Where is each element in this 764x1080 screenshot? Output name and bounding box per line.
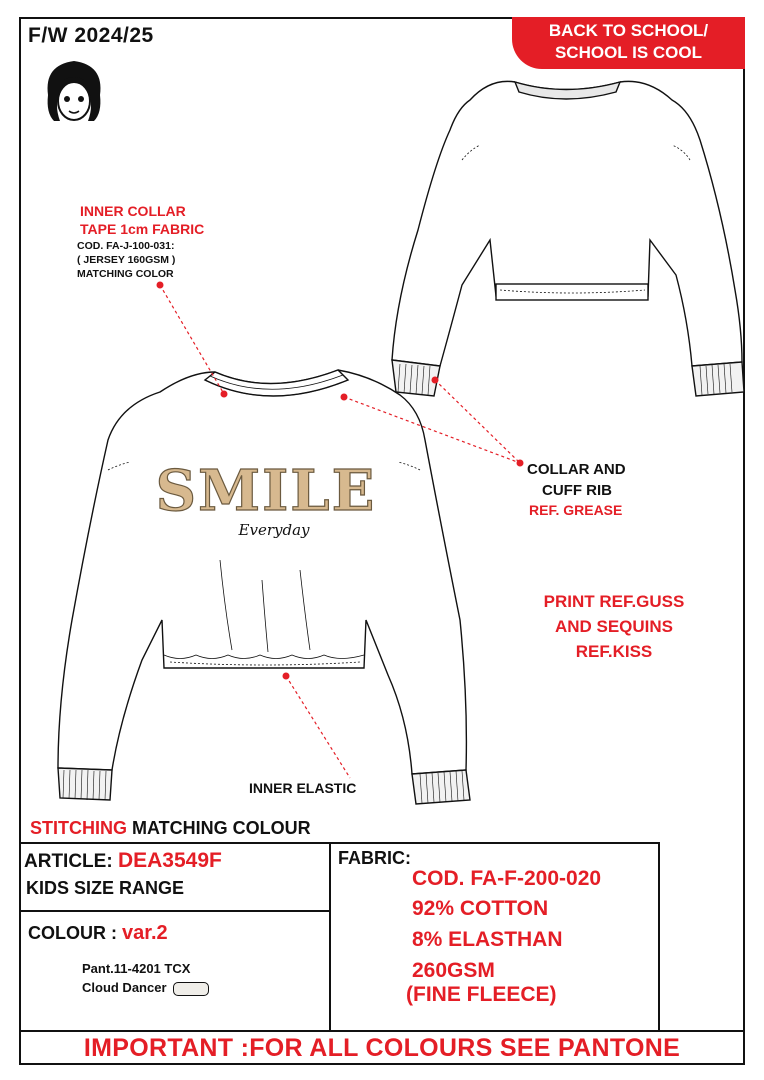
banner-line-2: SCHOOL IS COOL: [554, 43, 703, 62]
stitching-value: MATCHING COLOUR: [132, 818, 311, 838]
fabric-elasthan: 8% ELASTHAN: [412, 928, 563, 951]
table-article-divider: [19, 910, 330, 912]
size-range: KIDS SIZE RANGE: [26, 878, 185, 898]
stitching-note: [30, 818, 311, 839]
fabric-cotton: 92% COTTON: [412, 897, 549, 920]
inner-collar-title-1: INNER COLLAR: [80, 203, 186, 219]
article-code: DEA3549F: [117, 849, 222, 872]
everyday-script: Everyday: [238, 521, 310, 539]
season-label: F/W 2024/25: [28, 24, 154, 47]
inner-collar-code: COD. FA-J-100-031:: [77, 240, 175, 252]
colour-name-row: [82, 980, 209, 996]
back-view-sketch: [392, 81, 744, 396]
colour-row: [28, 922, 168, 945]
inner-collar-match: MATCHING COLOR: [77, 268, 174, 280]
table-top-border: [19, 842, 659, 844]
stitching-label: STITCHING: [30, 818, 127, 838]
print-ref-line-1: PRINT REF.GUSS: [543, 592, 685, 611]
inner-collar-jersey: ( JERSEY 160GSM ): [77, 254, 176, 266]
inner-collar-title-2: TAPE 1cm FABRIC: [80, 221, 205, 237]
fabric-weight: 260GSM: [412, 959, 495, 982]
banner-line-1: BACK TO SCHOOL/: [548, 21, 709, 40]
print-ref-line-2: AND SEQUINS: [554, 617, 674, 636]
smile-print: SMILE: [155, 458, 377, 524]
table-mid-divider: [329, 842, 331, 1032]
important-note: IMPORTANT :FOR ALL COLOURS SEE PANTONE: [83, 1034, 681, 1062]
fabric-type: (FINE FLEECE): [406, 983, 557, 1006]
colour-label: COLOUR :: [28, 923, 117, 943]
pantone-code: Pant.11-4201 TCX: [82, 961, 191, 976]
collar-rib-ref: REF. GREASE: [529, 502, 623, 518]
colour-variant: var.2: [122, 922, 168, 944]
collar-rib-label-1: COLLAR AND: [527, 461, 626, 478]
fabric-label: FABRIC:: [338, 848, 411, 868]
print-ref-line-3: REF.KISS: [575, 642, 653, 661]
back-cuff-ribs: [398, 364, 732, 395]
front-view-sketch: [58, 370, 470, 804]
fabric-code: COD. FA-F-200-020: [412, 867, 602, 890]
article-row: [24, 849, 222, 873]
table-right-border: [658, 842, 660, 1032]
collar-rib-label-2: CUFF RIB: [542, 482, 612, 499]
article-label: ARTICLE:: [24, 851, 113, 872]
colour-name: Cloud Dancer: [82, 980, 167, 995]
inner-elastic-label: INNER ELASTIC: [249, 780, 357, 796]
table-bottom-border: [19, 1030, 745, 1032]
colour-swatch: [173, 982, 209, 996]
